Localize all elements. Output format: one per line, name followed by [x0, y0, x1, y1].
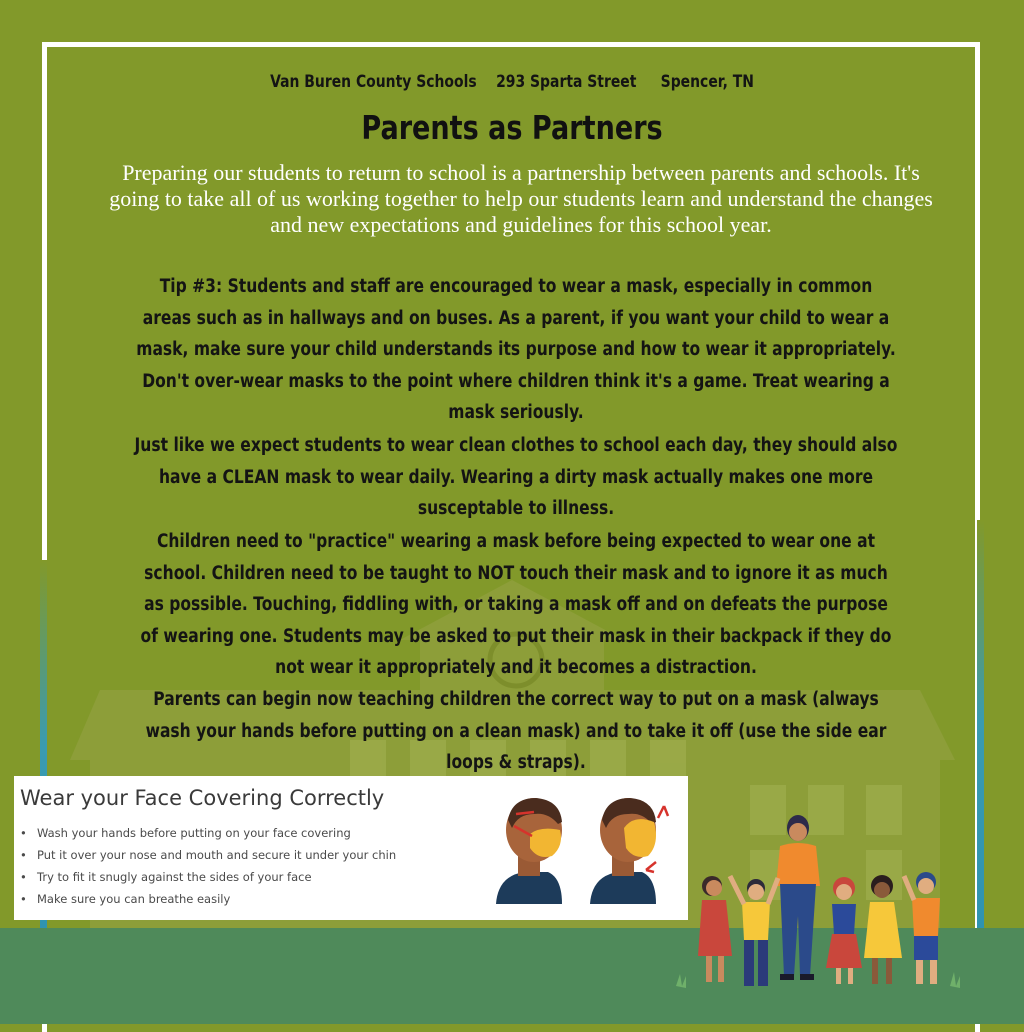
put-on-mask-paragraph: Parents can begin now teaching children the correct way to put on a mask (always wash your hands before putting on a clean mask) and to take it off (use the side ear loops & straps).	[145, 689, 887, 773]
mask-wearing-illustration	[478, 784, 676, 912]
page-title: Parents as Partners	[361, 108, 663, 147]
card-list	[20, 822, 396, 910]
list-item: • Make sure you can breathe easily	[20, 892, 231, 906]
list-item: • Wash your hands before putting on your face covering	[20, 826, 351, 840]
list-item: • Try to fit it snugly against the sides of your face	[20, 870, 312, 884]
clean-mask-paragraph: Just like we expect students to wear clean clothes to school each day, they should also have a CLEAN mask to wear daily. Wearing a dirty mask actually makes one more susceptable to illness.	[134, 435, 898, 519]
intro-paragraph: Preparing our students to return to school is a partnership between parents and schools. It's going to take all of us working together to help our students learn and understand the changes and new expectations and guidelines for this school year.	[109, 160, 933, 237]
face-covering-card	[14, 776, 688, 920]
family-group-illustration	[668, 806, 968, 1002]
practice-paragraph: Children need to "practice" wearing a mask before being expected to wear one at school. Children need to be taught to NOT touch their mask and to ignore it as much as possible. Touching, fiddling with, or taking a mask off and on defeats the purpose of wearing one. Students may be asked to put their mask in their backpack if they do not wear it appropriately and it becomes a distraction.	[140, 531, 892, 678]
tip-paragraph: Tip #3: Students and staff are encouraged to wear a mask, especially in common areas such as in hallways and on buses. As a parent, if you want your child to wear a mask, make sure your child understands its purpose and how to wear it appropriately. Don't over-wear masks to the point where children think it's a game. Treat wearing a mask seriously.	[136, 276, 896, 423]
school-address-line: Van Buren County Schools 293 Sparta Street Spencer, TN	[270, 72, 754, 92]
card-title: Wear your Face Covering Correctly	[20, 786, 385, 810]
list-item: • Put it over your nose and mouth and secure it under your chin	[20, 848, 397, 862]
